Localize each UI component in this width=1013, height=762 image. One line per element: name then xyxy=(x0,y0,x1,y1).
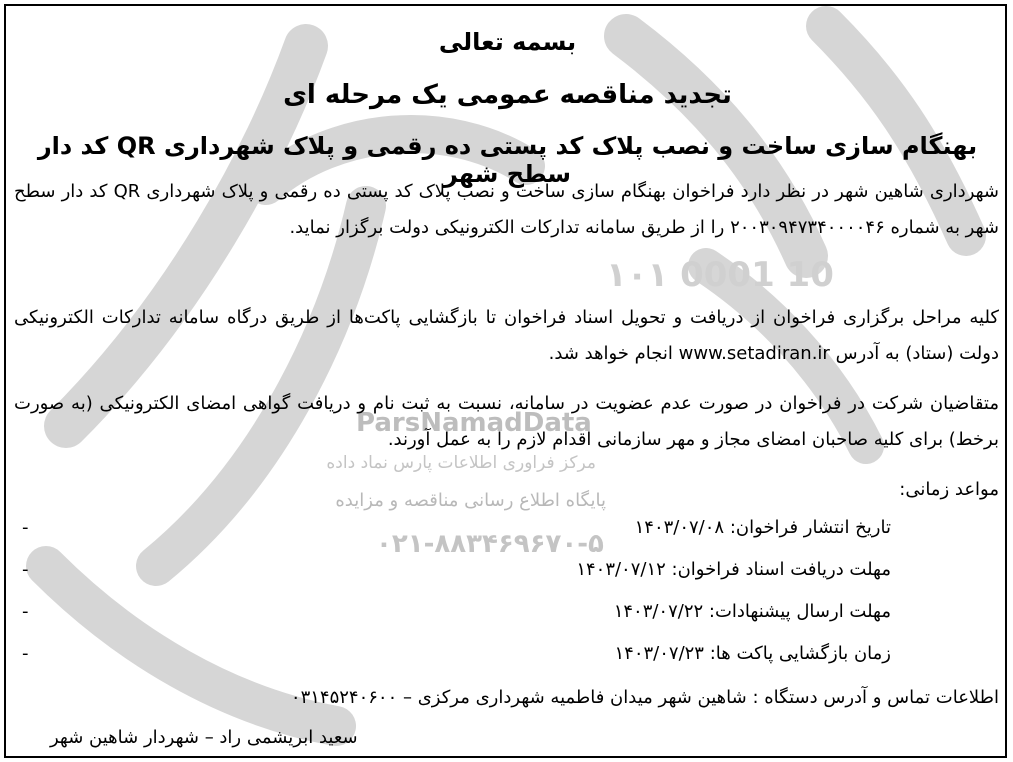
schedule-item-publish-date: تاریخ انتشار فراخوان: ۱۴۰۳/۰۷/۰۸ xyxy=(634,517,891,538)
notice-paragraph-1: شهرداری شاهین شهر در نظر دارد فراخوان بهنگام سازی ساخت و نصب پلاک کد پستی ده رقمی و پلاک شهرداری QR کد دار سطح شهر به شماره ۲۰۰۳۰۹۴۷۳۴۰۰۰۰۴۶ را از طریق سامانه تدارکات الکترونیکی دولت برگزار نماید. xyxy=(14,181,1000,238)
list-item xyxy=(14,592,999,634)
watermark-line-1: مرکز فراوری اطلاعات پارس نماد داده xyxy=(326,453,596,473)
schedule-heading: مواعد زمانی: xyxy=(899,479,999,500)
notice-heading: بسمه تعالی xyxy=(438,28,577,56)
paragraph-2-text-end: انجام خواهد شد. xyxy=(548,342,673,364)
notice-title: تجدید مناقصه عمومی یک مرحله ای xyxy=(283,80,732,110)
contact-info: اطلاعات تماس و آدرس دستگاه : شاهین شهر میدان فاطمیه شهرداری مرکزی – ۰۳۱۴۵۲۴۰۶۰۰ xyxy=(290,687,999,708)
paragraph-2-text-start: کلیه مراحل برگزاری فراخوان از دریافت و تحویل اسناد فراخوان تا بازگشایی پاکت‌ها از طریق درگاه سامانه تدارکات الکترونیکی دولت (ستاد) به آدرس xyxy=(14,307,999,364)
list-item xyxy=(14,550,999,592)
watermark-digits: ۱۰۱ 0001 10 xyxy=(606,255,834,295)
schedule-list xyxy=(14,508,999,676)
schedule-item-submission-deadline: مهلت ارسال پیشنهادات: ۱۴۰۳/۰۷/۲۲ xyxy=(613,601,891,622)
notice-frame xyxy=(4,4,1007,758)
schedule-item-opening-date: زمان بازگشایی پاکت ها: ۱۴۰۳/۰۷/۲۳ xyxy=(614,643,891,664)
signature-line: سعید ابریشمی راد – شهردار شاهین شهر xyxy=(50,727,358,748)
notice-subject: بهنگام سازی ساخت و نصب پلاک کد پستی ده رقمی و پلاک شهرداری QR کد دار سطح شهر xyxy=(37,132,978,188)
list-item xyxy=(14,508,999,550)
list-marker: - xyxy=(22,559,29,580)
notice-paragraph-2 xyxy=(14,300,999,371)
watermark-phone: ۰۲۱-۸۸۳۴۶۹۶۷۰-۵ xyxy=(376,529,604,559)
watermark-brand: ParsNamadData xyxy=(356,408,592,438)
list-item xyxy=(14,634,999,676)
list-marker: - xyxy=(22,643,29,664)
list-marker: - xyxy=(22,601,29,622)
watermark-line-2: پایگاه اطلاع رسانی مناقصه و مزایده xyxy=(335,490,606,511)
website-address: www.setadiran.ir xyxy=(678,342,830,364)
schedule-item-document-deadline: مهلت دریافت اسناد فراخوان: ۱۴۰۳/۰۷/۱۲ xyxy=(576,559,891,580)
notice-paragraph-3: متقاضیان شرکت در فراخوان در صورت عدم عضویت در سامانه، نسبت به ثبت نام و دریافت گواهی امضای الکترونیکی (به صورت برخط) برای کلیه صاحبان امضای مجاز و مهر سازمانی اقدام لازم را به عمل آورند. xyxy=(14,393,999,450)
list-marker: - xyxy=(22,517,29,538)
notice-content xyxy=(6,6,1007,758)
